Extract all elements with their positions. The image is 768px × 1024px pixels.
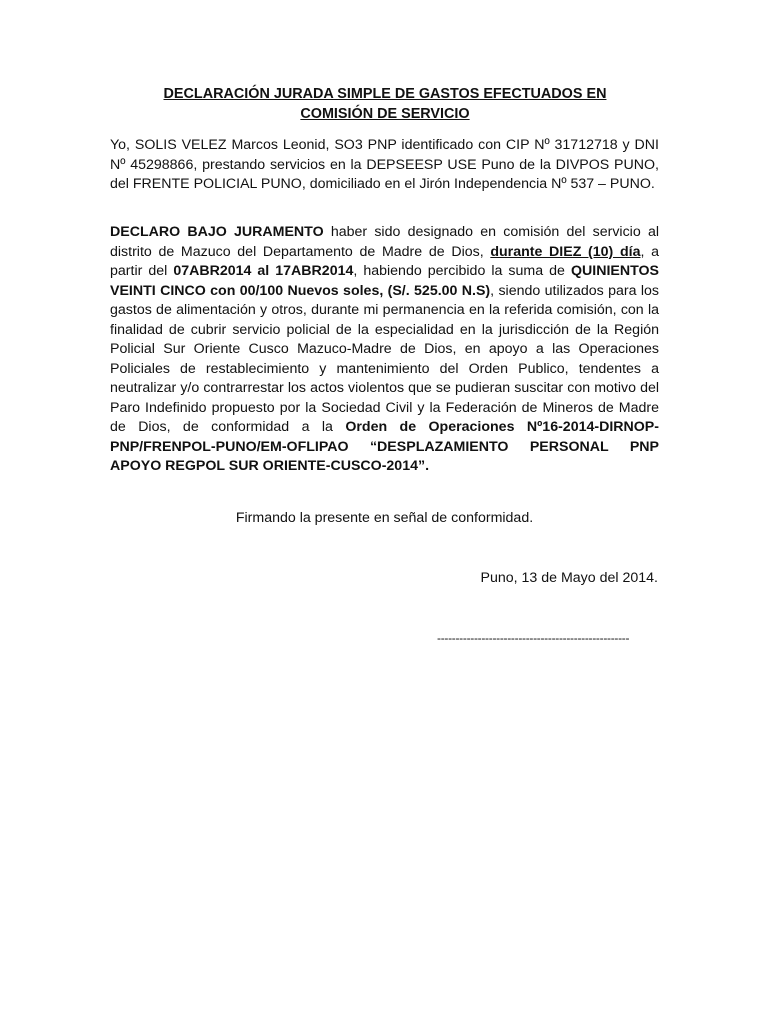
conformity-statement: Firmando la presente en señal de conformidad.: [235, 510, 534, 526]
commission-duration: durante DIEZ (10) día: [490, 243, 641, 260]
operations-order: Orden de Operaciones Nº16-2014-DIRNOP-PNP/FRENPOL-PUNO/EM-OFLIPAO “DESPLAZAMIENTO PERSONAL PNP APOYO REGPOL SUR ORIENTE-CUSCO-2014”.: [110, 419, 659, 474]
received-amount: QUINIENTOS VEINTI CINCO con 00/100 Nuevos soles, (S/. 525.00 N.S): [110, 263, 659, 299]
declaration-paragraph: [110, 223, 659, 477]
commission-dates: 07ABR2014 al 17ABR2014: [173, 263, 354, 279]
place-date-line: Puno, 13 de Mayo del 2014.: [480, 570, 658, 586]
declaration-text-2: , a partir del: [110, 243, 659, 279]
declaration-text-4: , siendo utilizados para los gastos de alimentación y otros, durante mi permanencia en la referida comisión, con la finalidad de cubrir servicio policial de la especialidad en la jurisdicción de la Región Policial Sur Oriente Cusco Mazuco-Madre de Dios, en apoyo a las Operaciones Policiales de restablecimiento y mantenimiento del Orden Publico, tendentes a neutralizar y/o contrarrestar los actos violentos que se pudieran suscitar con motivo del Paro Indefinido propuesto por la Sociedad Civil y la Federación de Mineros de Madre de Dios, de conformidad a la: [110, 282, 659, 435]
declaration-text-1: haber sido designado en comisión del servicio al distrito de Mazuco del Departamento de Madre de Dios,: [110, 224, 659, 260]
declarant-paragraph: Yo, SOLIS VELEZ Marcos Leonid, SO3 PNP identificado con CIP Nº 31712718 y DNI Nº 45298866, prestando servicios en la DEPSEESP USE Puno de la DIVPOS PUNO, del FRENTE POLICIAL PUNO, domiciliado en el Jirón Independencia Nº 537 – PUNO.: [110, 137, 659, 192]
declaration-text-3: , habiendo percibido la suma de: [353, 263, 571, 279]
title-line-2: COMISIÓN DE SERVICIO: [300, 105, 470, 122]
signature-line: ----------------------------------------------------: [437, 631, 630, 645]
declaration-lead: DECLARO BAJO JURAMENTO: [110, 224, 324, 240]
document-title: [110, 85, 660, 124]
title-line-1: DECLARACIÓN JURADA SIMPLE DE GASTOS EFECTUADOS EN: [163, 86, 607, 102]
